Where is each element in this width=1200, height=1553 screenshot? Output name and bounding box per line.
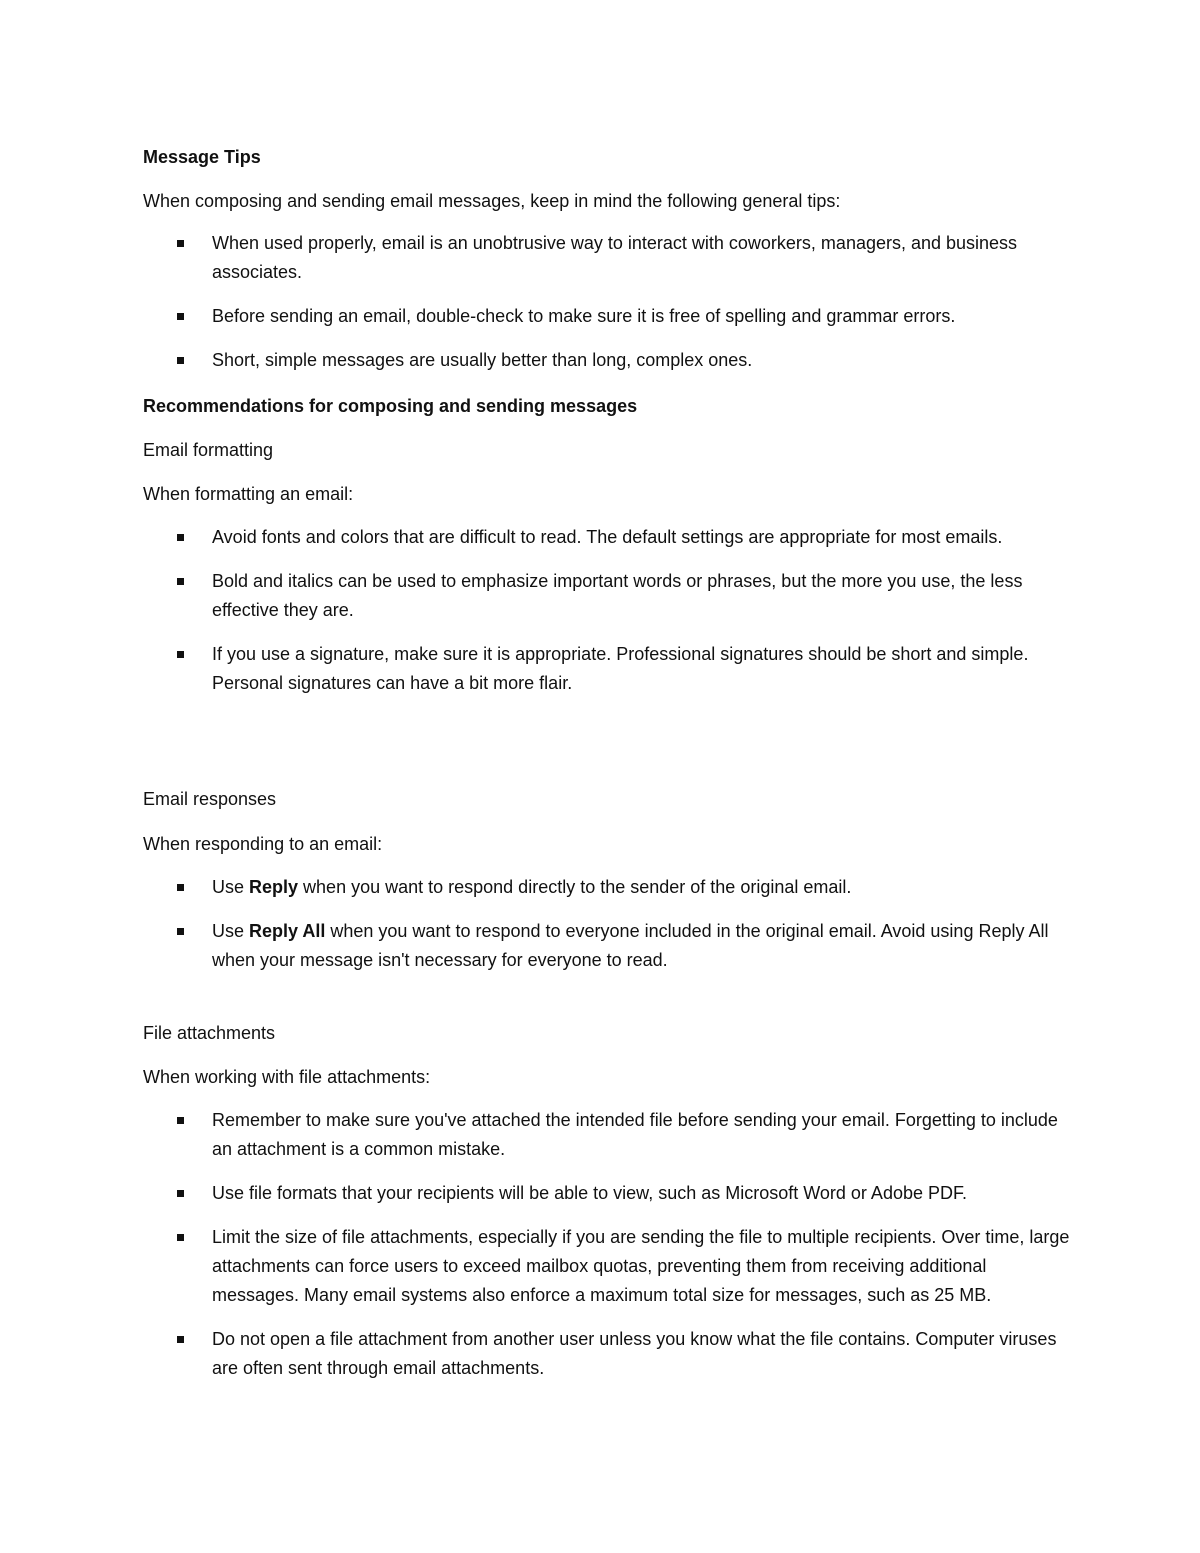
list-item-text-bold: Reply All bbox=[249, 921, 326, 941]
list-item bbox=[0, 346, 1072, 375]
list-item-text-pre: Use bbox=[212, 877, 250, 897]
general-tips-list bbox=[0, 229, 1200, 375]
list-item bbox=[0, 229, 1072, 287]
responses-list bbox=[0, 873, 1200, 975]
list-item bbox=[0, 523, 1072, 552]
list-item-text: Before sending an email, double-check to make sure it is free of spelling and grammar errors. bbox=[212, 306, 956, 326]
list-item-text: Use file formats that your recipients will be able to view, such as Microsoft Word or Adobe PDF. bbox=[212, 1183, 967, 1203]
list-item bbox=[0, 302, 1072, 331]
bullet-icon bbox=[177, 651, 184, 658]
list-item-text: If you use a signature, make sure it is appropriate. Professional signatures should be short and simple. Personal signatures can have a bit more flair. bbox=[212, 644, 1029, 693]
bullet-icon bbox=[177, 928, 184, 935]
list-item bbox=[0, 1179, 1072, 1208]
list-item bbox=[0, 1325, 1072, 1383]
bullet-icon bbox=[177, 1336, 184, 1343]
document-title: Message Tips bbox=[143, 147, 261, 167]
bullet-icon bbox=[177, 884, 184, 891]
bullet-icon bbox=[177, 534, 184, 541]
bullet-icon bbox=[177, 578, 184, 585]
formatting-heading: Email formatting bbox=[143, 440, 274, 460]
list-item-text: Do not open a file attachment from another user unless you know what the file contains. Computer viruses are often sent through email attachments. bbox=[212, 1329, 1057, 1378]
list-item-text: Limit the size of file attachments, especially if you are sending the file to multiple recipients. Over time, large attachments can force users to exceed mailbox quotas, preventing them from receiving additional messages. Many email systems also enforce a maximum total size for messages, such as 25 MB. bbox=[212, 1227, 1070, 1305]
bullet-icon bbox=[177, 313, 184, 320]
attachments-heading: File attachments bbox=[143, 1023, 276, 1043]
list-item-text: Bold and italics can be used to emphasize important words or phrases, but the more you use, the less effective they are. bbox=[212, 571, 1023, 620]
intro-paragraph: When composing and sending email messages, keep in mind the following general tips: bbox=[143, 191, 841, 211]
bullet-icon bbox=[177, 1117, 184, 1124]
responses-intro: When responding to an email: bbox=[143, 834, 383, 854]
formatting-intro: When formatting an email: bbox=[143, 484, 354, 504]
bullet-icon bbox=[177, 240, 184, 247]
list-item-text-bold: Reply bbox=[249, 877, 299, 897]
list-item bbox=[0, 1223, 1072, 1310]
list-item-text: Avoid fonts and colors that are difficult to read. The default settings are appropriate for most emails. bbox=[212, 527, 1003, 547]
list-item-text-pre: Use bbox=[212, 921, 250, 941]
bullet-icon bbox=[177, 1190, 184, 1197]
list-item bbox=[0, 567, 1072, 625]
list-item bbox=[0, 873, 1072, 902]
responses-heading: Email responses bbox=[143, 789, 277, 809]
list-item-text: When used properly, email is an unobtrusive way to interact with coworkers, managers, and business associates. bbox=[212, 233, 1018, 282]
list-item bbox=[0, 917, 1072, 975]
list-item-text: Short, simple messages are usually better than long, complex ones. bbox=[212, 350, 753, 370]
bullet-icon bbox=[177, 1234, 184, 1241]
list-item-text-post: when you want to respond to everyone included in the original email. Avoid using Reply All when your message isn't necessary for everyone to read. bbox=[212, 921, 1049, 970]
list-item-text: Remember to make sure you've attached the intended file before sending your email. Forgetting to include an attachment is a common mistake. bbox=[212, 1110, 1058, 1159]
bullet-icon bbox=[177, 357, 184, 364]
list-item bbox=[0, 640, 1072, 698]
list-item-text-post: when you want to respond directly to the sender of the original email. bbox=[298, 877, 852, 897]
attachments-list bbox=[0, 1106, 1200, 1383]
attachments-intro: When working with file attachments: bbox=[143, 1067, 431, 1087]
list-item bbox=[0, 1106, 1072, 1164]
formatting-list bbox=[0, 523, 1200, 698]
recommendations-heading: Recommendations for composing and sending messages bbox=[143, 396, 638, 416]
